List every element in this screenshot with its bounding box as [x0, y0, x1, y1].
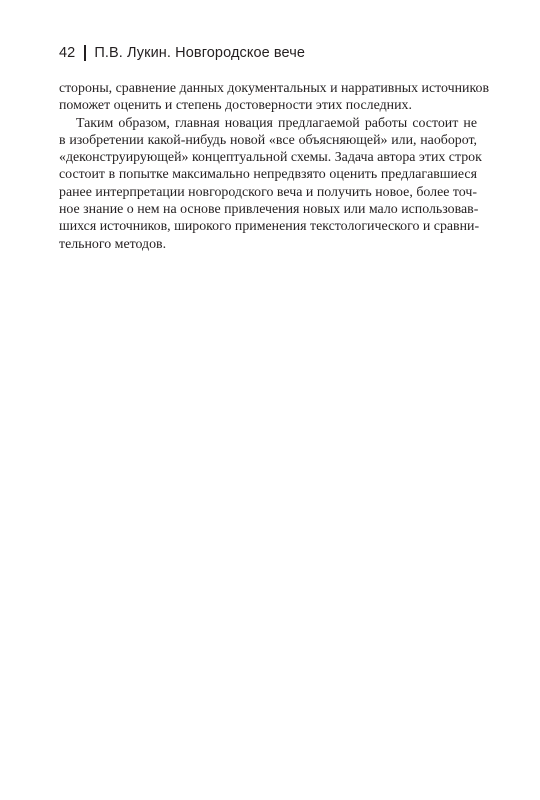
paragraph-1 — [59, 80, 490, 115]
page-number: 42 — [59, 45, 76, 61]
text-line: Таким образом, главная новация предлагаемой работы состоит не — [76, 115, 477, 131]
body-text — [59, 80, 490, 253]
text-line: поможет оценить и степень достоверности этих последних. — [59, 98, 412, 114]
text-line: шихся источников, широкого применения текстологического и сравни- — [59, 219, 480, 235]
text-line: в изобретении какой-нибудь новой «все объясняющей» или, наоборот, — [59, 132, 477, 148]
header-divider — [84, 45, 86, 61]
paragraph-2 — [59, 115, 482, 253]
text-line: состоит в попытке максимально непредвзято оценить предлагавшиеся — [59, 167, 477, 183]
text-line: ранее интерпретации новгородского веча и получить новое, более точ- — [59, 184, 477, 200]
text-line: ное знание о нем на основе привлечения новых или мало использовав- — [59, 202, 479, 218]
text-line: стороны, сравнение данных документальных и нарративных источников — [59, 81, 490, 96]
running-head — [59, 42, 305, 64]
text-line: «деконструирующей» концептуальной схемы. Задача автора этих строк — [59, 150, 482, 166]
running-title: П.В. Лукин. Новгородское вече — [94, 45, 306, 61]
text-line: тельного методов. — [59, 236, 167, 252]
